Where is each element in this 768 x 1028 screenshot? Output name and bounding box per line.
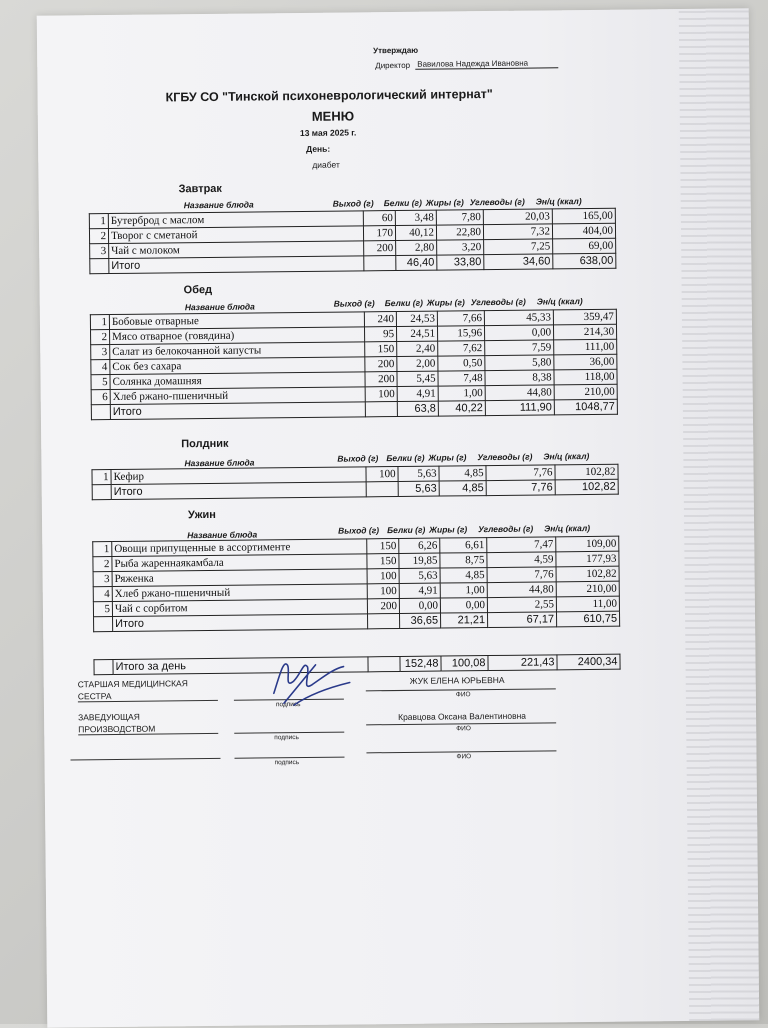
lunch-table [90, 309, 618, 421]
total-fat: 33,80 [437, 255, 484, 270]
col-header-carbs: Углеводы (г) [477, 451, 533, 463]
dish-carbs: 2,55 [487, 597, 556, 613]
dish-name: Чай с сорбитом [112, 599, 367, 617]
row-number: 1 [90, 315, 109, 330]
dish-energy: 118,00 [554, 369, 617, 385]
total-label: Итого [111, 482, 366, 500]
total-protein: 5,63 [398, 481, 439, 496]
dish-fat: 8,75 [440, 553, 487, 568]
breakfast-table [89, 208, 617, 275]
dish-energy: 111,00 [554, 339, 617, 355]
day-label: День: [306, 143, 331, 154]
dish-carbs: 4,59 [487, 552, 556, 568]
dish-fat: 6,61 [440, 538, 487, 553]
nurse-role-line2: СЕСТРА [77, 691, 112, 702]
total-energy: 102,82 [555, 479, 618, 495]
total-carbs: 111,90 [485, 400, 554, 416]
snack-table [91, 464, 618, 501]
row-number: 5 [91, 375, 110, 390]
total-label: Итого [110, 402, 365, 420]
col-header-fat: Жиры (г) [425, 197, 464, 208]
dish-energy: 177,93 [556, 551, 619, 567]
col-header-carbs: Углеводы (г) [470, 296, 526, 308]
dish-carbs: 7,47 [487, 537, 556, 553]
paper-sheet [37, 8, 760, 1027]
total-fat: 4,85 [439, 481, 486, 496]
dish-weight: 100 [367, 568, 399, 583]
total-fat: 21,21 [440, 613, 487, 628]
col-header-weight: Выход (г) [337, 453, 379, 464]
dish-carbs: 7,32 [483, 224, 552, 240]
dish-energy: 11,00 [556, 596, 619, 612]
row-number: 1 [92, 470, 111, 485]
dish-name: Салат из белокочанной капусты [110, 342, 365, 360]
dish-name: Овощи припущенные в ассортименте [112, 539, 367, 557]
dish-name: Рыба жареннаякамбала [112, 554, 367, 572]
row-number: 5 [93, 601, 112, 616]
dish-weight: 100 [366, 466, 398, 481]
row-number: 2 [91, 330, 110, 345]
dish-name: Солянка домашняя [110, 372, 365, 390]
col-header-protein: Белки (г) [387, 524, 426, 536]
dish-energy: 102,82 [556, 566, 619, 582]
dish-energy: 36,00 [554, 354, 617, 370]
dish-energy: 359,47 [553, 309, 616, 325]
dish-carbs: 44,80 [487, 582, 556, 598]
nurse-role-line1: СТАРШАЯ МЕДИЦИНСКАЯ [77, 678, 188, 690]
dish-energy: 210,00 [556, 581, 619, 597]
dish-name: Сок без сахара [110, 357, 365, 375]
col-header-fat: Жиры (г) [426, 297, 465, 308]
dish-carbs: 7,59 [485, 340, 554, 356]
dish-energy: 214,30 [553, 324, 616, 340]
dish-fat: 3,20 [437, 240, 484, 255]
dish-carbs: 7,76 [487, 567, 556, 583]
dish-name: Бобовые отварные [109, 312, 364, 330]
nurse-signature-caption: подпись [275, 701, 301, 709]
dish-name: Бутерброд с маслом [108, 211, 363, 229]
dish-name: Творог с сметаной [108, 226, 363, 244]
row-number: 2 [89, 229, 108, 244]
dish-weight: 60 [363, 211, 395, 226]
dish-energy: 210,00 [554, 384, 617, 400]
dish-carbs: 45,33 [484, 310, 553, 326]
col-header-protein: Белки (г) [384, 297, 424, 309]
dish-name: Кефир [111, 467, 366, 485]
dish-protein: 2,00 [397, 356, 438, 371]
dish-fat: 7,66 [437, 311, 484, 326]
dish-protein: 5,45 [397, 371, 438, 386]
day-total-protein: 152,48 [400, 656, 441, 671]
dish-name: Чай с молоком [109, 241, 364, 259]
dish-fat: 1,00 [438, 386, 485, 401]
row-number: 3 [90, 244, 109, 259]
extra-signature-caption: подпись [274, 759, 300, 767]
row-number: 4 [93, 586, 112, 601]
row-number: 1 [93, 541, 112, 556]
dish-name: Хлеб ржано-пшеничный [112, 584, 367, 602]
dish-protein: 24,51 [396, 326, 437, 341]
dish-protein: 2,40 [397, 341, 438, 356]
day-total-row [94, 654, 620, 675]
extra-role-line [71, 758, 221, 761]
total-energy: 1048,77 [554, 399, 617, 415]
col-header-carbs: Углеводы (г) [469, 196, 525, 208]
dish-weight: 150 [367, 553, 399, 568]
dish-weight: 200 [365, 372, 397, 387]
manager-role-line [78, 733, 218, 735]
total-label: Итого [109, 256, 364, 274]
col-header-protein: Белки (г) [386, 452, 425, 464]
total-energy: 638,00 [553, 253, 616, 269]
dish-protein: 2,80 [396, 240, 437, 255]
dish-energy: 69,00 [553, 238, 616, 254]
col-header-name: Название блюда [184, 457, 255, 469]
dish-weight: 100 [365, 387, 397, 402]
dish-protein: 19,85 [399, 553, 440, 568]
dish-weight: 150 [367, 538, 399, 553]
director-name: Вавилова Надежда Ивановна [415, 58, 558, 69]
dish-protein: 0,00 [399, 598, 440, 613]
nurse-name: ЖУК ЕЛЕНА ЮРЬЕВНА [409, 674, 505, 686]
dish-weight: 200 [364, 241, 396, 256]
dish-carbs: 44,80 [485, 385, 554, 401]
col-header-energy: Эн/ц (ккал) [535, 196, 582, 207]
row-number: 3 [93, 571, 112, 586]
total-protein: 63,8 [397, 401, 438, 416]
dish-protein: 24,53 [396, 311, 437, 326]
day-total-label: Итого за день [113, 657, 368, 675]
dish-protein: 4,91 [399, 583, 440, 598]
dish-energy: 109,00 [556, 536, 619, 552]
day-total-carbs: 221,43 [488, 655, 557, 671]
dish-fat: 22,80 [436, 225, 483, 240]
col-header-name: Название блюда [183, 199, 254, 211]
dish-fat: 0,50 [438, 356, 485, 371]
dish-fat: 7,62 [438, 341, 485, 356]
total-fat: 40,22 [438, 401, 485, 416]
manager-role-line1: ЗАВЕДУЮЩАЯ [78, 711, 140, 723]
menu-title: МЕНЮ [311, 108, 355, 124]
col-header-protein: Белки (г) [383, 197, 422, 209]
dish-name: Хлеб ржано-пшеничный [110, 387, 365, 405]
dish-fat: 1,00 [440, 583, 487, 598]
dish-energy: 404,00 [552, 223, 615, 239]
col-header-carbs: Углеводы (г) [478, 523, 534, 535]
dish-carbs: 7,25 [484, 239, 553, 255]
manager-name: Кравцова Оксана Валентиновна [398, 710, 527, 723]
total-carbs: 34,60 [484, 254, 553, 270]
dish-fat: 15,96 [437, 326, 484, 341]
dish-weight: 150 [365, 342, 397, 357]
col-header-energy: Эн/ц (ккал) [544, 522, 591, 534]
col-header-energy: Эн/ц (ккал) [536, 296, 583, 307]
organization-title: КГБУ СО "Тинской психоневрологический интернат" [165, 86, 493, 105]
dish-carbs: 7,76 [486, 465, 555, 481]
dish-carbs: 5,80 [485, 355, 554, 371]
manager-fio-caption: ФИО [456, 725, 471, 733]
dish-fat: 4,85 [439, 466, 486, 481]
section-title-lunch: Обед [183, 283, 213, 297]
row-number: 6 [91, 390, 110, 405]
day-total-energy: 2400,34 [557, 654, 620, 670]
dish-fat: 7,48 [438, 371, 485, 386]
dinner-table [92, 536, 620, 633]
dish-weight: 100 [367, 583, 399, 598]
dish-protein: 6,26 [399, 538, 440, 553]
col-header-weight: Выход (г) [332, 198, 374, 209]
section-title-breakfast: Завтрак [178, 182, 222, 196]
dish-protein: 5,63 [399, 568, 440, 583]
col-header-weight: Выход (г) [333, 298, 375, 309]
dish-energy: 165,00 [552, 208, 615, 224]
col-header-fat: Жиры (г) [428, 452, 467, 463]
dish-name: Ряженка [112, 569, 367, 587]
row-number: 4 [91, 360, 110, 375]
dish-weight: 170 [363, 226, 395, 241]
row-number: 2 [93, 556, 112, 571]
menu-date: 13 мая 2025 г. [299, 127, 357, 139]
dish-carbs: 20,03 [483, 209, 552, 225]
col-header-name: Название блюда [187, 529, 258, 541]
dish-protein: 5,63 [398, 466, 439, 481]
total-energy: 610,75 [556, 611, 619, 627]
row-number: 3 [91, 345, 110, 360]
dish-weight: 240 [364, 312, 396, 327]
director-label: Директор [375, 60, 411, 71]
total-protein: 46,40 [396, 255, 437, 270]
handwritten-signature [253, 644, 354, 715]
diet-label: диабет [312, 159, 340, 170]
day-total-table [93, 654, 620, 676]
dish-protein: 40,12 [395, 225, 436, 240]
dish-energy: 102,82 [555, 464, 618, 480]
total-carbs: 7,76 [486, 480, 555, 496]
manager-role-line2: ПРОИЗВОДСТВОМ [78, 723, 156, 735]
dish-weight: 200 [365, 357, 397, 372]
dish-carbs: 0,00 [484, 325, 553, 341]
row-number: 1 [89, 214, 108, 229]
dish-protein: 4,91 [397, 386, 438, 401]
total-protein: 36,65 [400, 613, 441, 628]
section-title-snack: Полдник [181, 437, 229, 451]
nurse-fio-caption: ФИО [455, 691, 471, 699]
col-header-name: Название блюда [184, 301, 255, 313]
dish-fat: 4,85 [440, 568, 487, 583]
dish-fat: 0,00 [440, 598, 487, 613]
day-total-fat: 100,08 [441, 656, 488, 671]
dish-carbs: 8,38 [485, 370, 554, 386]
col-header-energy: Эн/ц (ккал) [543, 450, 590, 462]
col-header-fat: Жиры (г) [429, 524, 468, 535]
extra-fio-caption: ФИО [456, 753, 472, 761]
approve-label: Утверждаю [373, 45, 419, 56]
manager-signature-caption: подпись [274, 734, 299, 742]
dish-weight: 200 [367, 598, 399, 613]
dish-weight: 95 [364, 327, 396, 342]
col-header-weight: Выход (г) [338, 525, 380, 536]
dish-fat: 7,80 [436, 210, 483, 225]
scan-artifact-edge [679, 8, 760, 1021]
section-title-dinner: Ужин [187, 508, 216, 522]
total-carbs: 67,17 [487, 612, 556, 628]
dish-name: Мясо отварное (говядина) [110, 327, 365, 345]
total-label: Итого [113, 614, 368, 632]
dish-protein: 3,48 [395, 210, 436, 225]
nurse-role-line [78, 700, 218, 702]
